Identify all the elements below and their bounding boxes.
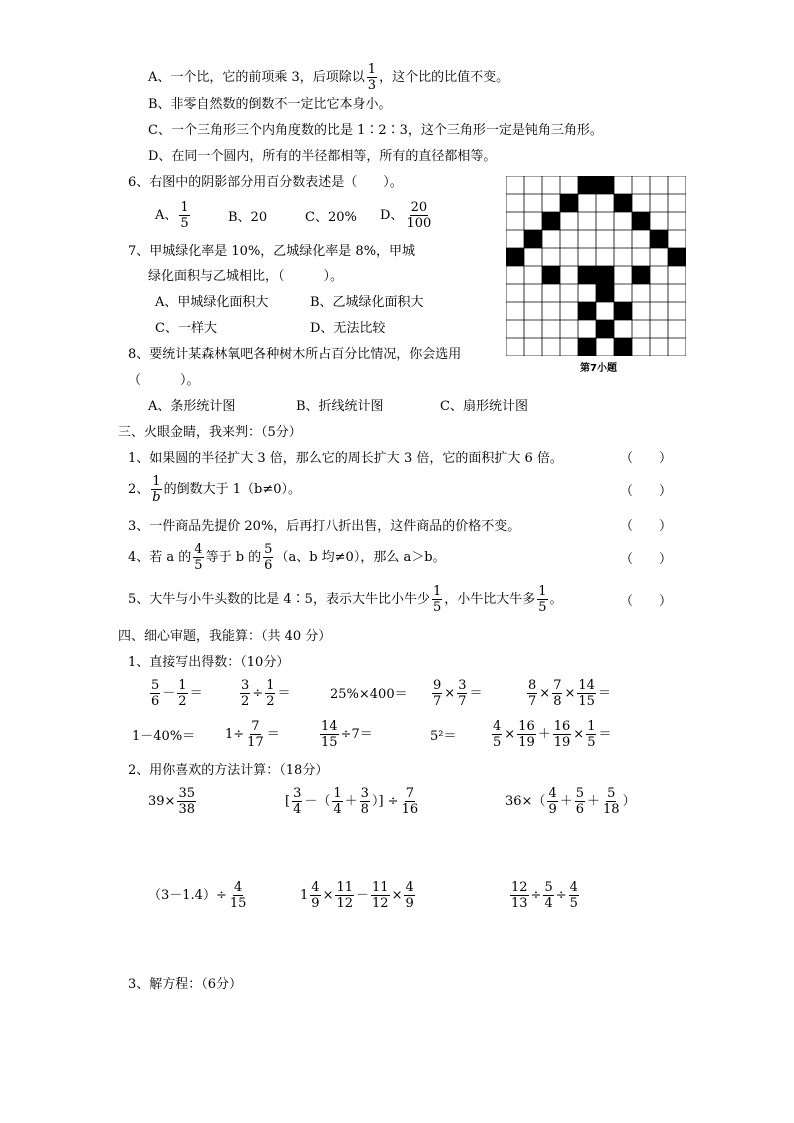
calc-3-2-div-1-2: $\frac{3}{2}$ ÷ $\frac{1}{2}$ ＝: [241, 678, 291, 709]
calc-14-15-div-7: $\frac{14}{15}$ ÷7＝: [321, 719, 373, 750]
q6-option-a: A、 $\frac{1}{5}$: [155, 200, 189, 231]
shaded-cell: [632, 266, 650, 284]
fraction: $\frac{4}{5}$: [194, 542, 203, 573]
shaded-cell: [596, 176, 614, 194]
calc-8-7-x-7-8-x-14-15: $\frac{8}{7}$ × $\frac{7}{8}$ × $\frac{14}{15}$ ＝: [528, 678, 611, 709]
shaded-cell: [596, 266, 614, 284]
q5-option-b: B、非零自然数的倒数不一定比它本身小。: [148, 97, 392, 112]
judge-item-2: 2、 $\frac{1}{b}$ 的倒数大于 1（b≠0）。: [128, 474, 301, 505]
q5-a-text: A、一个比，它的前项乘 3，后项除以: [148, 70, 365, 85]
calc-1-minus-40pct: 1－40%＝: [132, 729, 196, 744]
answer-paren[interactable]: （ ）: [620, 552, 673, 567]
q5-option-a: [148, 62, 509, 93]
calc-25pct-x-400: 25%×400＝: [330, 687, 408, 702]
q5-option-c: C、一个三角形三个内角度数的比是 1∶2∶3，这个三角形一定是钝角三角形。: [148, 123, 603, 138]
shaded-cell: [596, 320, 614, 338]
shaded-cell: [614, 338, 632, 356]
calc-3-minus-1-4-div: （3－1.4）÷ $\frac{4}{15}$: [148, 880, 247, 911]
judge-item-5: 5、大牛与小牛头数的比是 4∶5，表示大牛比小牛少 $\frac{1}{5}$ ，小牛比大牛多 $\frac{1}{5}$ 。: [128, 584, 563, 615]
q6-option-d: D、 $\frac{20}{100}$: [380, 200, 432, 231]
answer-paren[interactable]: （ ）: [620, 594, 673, 609]
q7-stem-2: 绿化面积与乙城相比，（ ）。: [148, 269, 344, 284]
shaded-cell: [614, 302, 632, 320]
q7-option-b: B、乙城绿化面积大: [310, 295, 424, 310]
calc-5-squared: 5²＝: [430, 729, 457, 744]
sub3-title: 3、解方程：（6分）: [128, 977, 243, 992]
figure-caption: 第7小题: [580, 363, 617, 374]
q8-stem-1: 8、要统计某森林氧吧各种树木所占百分比情况，你会选用: [128, 347, 462, 362]
calc-mixed-number-expression: 1 $\frac{4}{9}$ × $\frac{11}{12}$ － $\frac{11}{12}$ × $\frac{4}{9}$: [300, 880, 414, 911]
calc-12-13-div-chain: $\frac{12}{13}$ ÷ $\frac{5}{4}$ ÷ $\frac{4}{5}$: [511, 880, 578, 911]
shaded-cell: [524, 230, 542, 248]
q7-stem-1: 7、甲城绿化率是 10%，乙城绿化率是 8%，甲城: [128, 244, 416, 259]
fraction: $\frac{1}{3}$: [367, 62, 377, 93]
section3-title: 三、火眼金睛，我来判：（5分）: [118, 425, 302, 440]
shaded-cell: [578, 338, 596, 356]
q8-option-b: B、折线统计图: [296, 399, 384, 414]
calc-5-6-minus-1-2: $\frac{5}{6}$ － $\frac{1}{2}$ ＝: [151, 678, 203, 709]
q8-option-c: C、扇形统计图: [440, 399, 528, 414]
shaded-cell: [542, 212, 560, 230]
shaded-cell: [506, 248, 524, 266]
judge-item-3: 3、一件商品先提价 20%，后再打八折出售，这件商品的价格不变。: [128, 519, 521, 534]
shaded-cell: [668, 248, 686, 266]
shaded-cell: [650, 230, 668, 248]
sub1-title: 1、直接写出得数：（10分）: [128, 655, 290, 670]
q6-option-c: C、20%: [305, 210, 357, 225]
q5-a-tail: ，这个比的比值不变。: [379, 70, 510, 85]
answer-paren[interactable]: （ ）: [620, 519, 673, 534]
calc-bracket-expression: [ $\frac{3}{4}$ －（ $\frac{1}{4}$ ＋ $\frac{3}{8}$ ）] ÷ $\frac{7}{16}$: [285, 786, 419, 817]
calc-39-x-35-38: 39× $\frac{35}{38}$: [148, 786, 195, 817]
answer-paren[interactable]: （ ）: [620, 451, 673, 466]
calc-9-7-x-3-7: $\frac{9}{7}$ × $\frac{3}{7}$ ＝: [433, 678, 483, 709]
q6-stem: 6、右图中的阴影部分用百分数表述是（ ）。: [128, 175, 403, 190]
answer-paren[interactable]: （ ）: [620, 484, 673, 499]
fraction: $\frac{1}{5}$: [180, 200, 189, 231]
fraction: $\frac{20}{100}$: [406, 200, 432, 231]
q6-option-b: B、20: [228, 210, 268, 225]
q5-option-d: D、在同一个圆内，所有的半径都相等，所有的直径都相等。: [148, 149, 497, 164]
fraction: $\frac{1}{b}$: [152, 474, 161, 505]
q7-option-c: C、一样大: [155, 321, 217, 336]
judge-item-4: 4、若 a 的 $\frac{4}{5}$ 等于 b 的 $\frac{5}{6}$ （a、b 均≠0），那么 a＞b。: [128, 542, 446, 573]
sub2-title: 2、用你喜欢的方法计算：（18分）: [128, 763, 329, 778]
calc-4-5-x-16-19-plus: $\frac{4}{5}$ × $\frac{16}{19}$ ＋ $\frac{16}{19}$ × $\frac{1}{5}$ ＝: [493, 719, 612, 750]
shaded-cell: [632, 212, 650, 230]
shaded-cell: [578, 176, 596, 194]
shaded-grid-figure: [506, 176, 686, 356]
fraction: $\frac{1}{5}$: [432, 584, 442, 615]
fraction: $\frac{1}{5}$: [538, 584, 547, 615]
calc-36-x-sum: 36×（ $\frac{4}{9}$ ＋ $\frac{5}{6}$ ＋ $\frac{5}{18}$ ）: [505, 786, 636, 817]
q7-option-d: D、无法比较: [310, 321, 386, 336]
fraction: $\frac{5}{6}$: [264, 542, 273, 573]
shaded-cell: [596, 284, 614, 302]
q8-option-a: A、条形统计图: [148, 399, 236, 414]
shaded-cell: [578, 302, 596, 320]
judge-item-1: 1、如果圆的半径扩大 3 倍，那么它的周长扩大 3 倍，它的面积扩大 6 倍。: [128, 451, 563, 466]
shaded-cell: [542, 266, 560, 284]
q8-stem-2: （ ）。: [128, 373, 200, 388]
q7-option-a: A、甲城绿化面积大: [155, 295, 269, 310]
shaded-cell: [560, 194, 578, 212]
calc-1-div-7-17: 1÷ $\frac{7}{17}$ ＝: [225, 719, 280, 750]
section4-title: 四、细心审题，我能算：（共 40 分）: [118, 629, 332, 644]
shaded-cell: [614, 194, 632, 212]
shaded-cell: [578, 266, 596, 284]
